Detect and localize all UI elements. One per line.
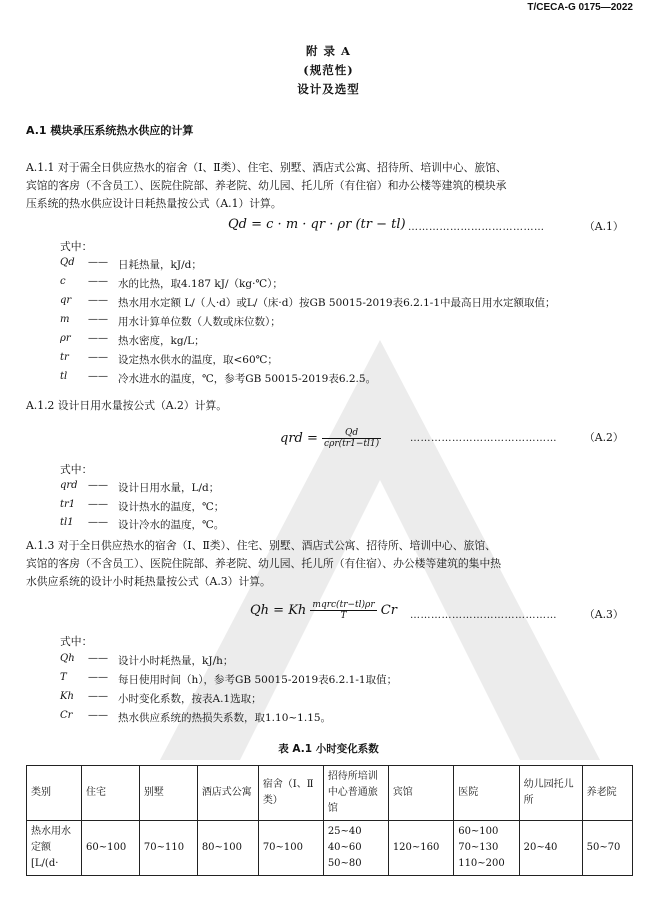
formula-a3	[250, 600, 397, 621]
def-symbol: qrd	[60, 480, 78, 491]
table-cell: 70~100	[258, 821, 323, 876]
section-heading: A.1 模块承压系统热水供应的计算	[26, 124, 194, 137]
def-text: 日耗热量，kJ/d；	[118, 259, 202, 271]
formula-a3-num: mqrc(tr−tl)ρr	[312, 600, 375, 610]
a111-line-3: 压系统的热水供应设计日耗热量按公式（A.1）计算。	[26, 197, 282, 210]
def-dash: ——	[88, 352, 108, 363]
def-dash: ——	[88, 672, 108, 683]
def-text: 小时变化系数，按表A.1选取；	[118, 693, 262, 705]
table-cell: 60~100 70~130 110~200	[454, 821, 519, 876]
def-text: 设计小时耗热量，kJ/h；	[118, 655, 234, 667]
appendix-normative: (规范性)	[303, 63, 354, 77]
def-symbol: Cr	[60, 710, 73, 721]
def-text: 水的比热，取4.187 kJ/（kg·℃）；	[118, 278, 283, 290]
def-symbol: tl	[60, 371, 68, 382]
def-dash: ——	[88, 257, 108, 268]
document-id: T/CECA-G 0175—2022	[527, 2, 633, 13]
table-row	[27, 821, 633, 876]
def-text: 设计冷水的温度，℃。	[118, 519, 225, 531]
def-text: 热水用水定额 L/（人·d）或L/（床·d）按GB 50015-2019表6.2.1-1中最高日用水定额取值；	[118, 297, 556, 309]
formula-a2-lhs: qrd =	[280, 431, 318, 446]
def-dash: ——	[88, 333, 108, 344]
formula-a2	[280, 428, 381, 449]
leader-dots: ……………………………………	[410, 610, 557, 621]
formula-a3-lhs: Qh = Kh	[250, 603, 307, 618]
a113-line-3: 水供应系统的设计小时耗热量按公式（A.3）计算。	[26, 575, 271, 588]
header-cell: 医院	[454, 766, 519, 821]
appendix-label: 附 录 A	[306, 44, 351, 58]
table-cell: 50~70	[582, 821, 632, 876]
def-symbol: T	[60, 672, 67, 683]
def-text: 设定热水供水的温度，取<60℃；	[118, 354, 278, 366]
a112-line: A.1.2 设计日用水量按公式（A.2）计算。	[26, 399, 228, 412]
formula-a1: Qd = c · m · qr · ρr (tr − tl)	[228, 217, 406, 232]
header-cell: 招待所培训中心普通旅馆	[323, 766, 388, 821]
header-cell: 宿舍（Ⅰ、Ⅱ类）	[258, 766, 323, 821]
a111-line-1: A.1.1 对于需全日供应热水的宿舍（Ⅰ、Ⅱ类）、住宅、别墅、酒店式公寓、招待所、培训中心、旅馆、	[26, 161, 507, 174]
def-symbol: Kh	[60, 691, 74, 702]
def-symbol: qr	[60, 295, 72, 306]
def-dash: ——	[88, 691, 108, 702]
header-cell: 住宅	[82, 766, 140, 821]
table-cell: 80~100	[197, 821, 258, 876]
def-dash: ——	[88, 517, 108, 528]
hourly-coefficient-table	[26, 765, 633, 876]
header-cell: 幼儿园托儿所	[519, 766, 582, 821]
def-symbol: Qd	[60, 257, 75, 268]
leader-dots: …………………………………	[408, 222, 545, 233]
where-label-2: 式中：	[60, 463, 93, 476]
def-symbol: Qh	[60, 653, 75, 664]
def-symbol: m	[60, 314, 70, 325]
def-text: 热水密度，kg/L；	[118, 335, 205, 347]
a113-line-2: 宾馆的客房（不含员工）、医院住院部、养老院、幼儿园、托儿所（有住宿）、办公楼等建筑的集中热	[26, 557, 502, 570]
table-cell: 20~40	[519, 821, 582, 876]
table-header-row	[27, 766, 633, 821]
def-symbol: tr	[60, 352, 69, 363]
where-label-3: 式中：	[60, 635, 93, 648]
header-cell: 养老院	[582, 766, 632, 821]
def-dash: ——	[88, 295, 108, 306]
table-caption: 表 A.1 小时变化系数	[278, 743, 379, 755]
def-symbol: tl1	[60, 517, 74, 528]
def-text: 用水计算单位数（人数或床位数）；	[118, 316, 281, 328]
def-text: 设计热水的温度，℃；	[118, 500, 225, 513]
a111-line-2: 宾馆的客房（不含员工）、医院住院部、养老院、幼儿园、托儿所（有住宿）和办公楼等建筑的模块承	[26, 179, 507, 192]
where-label-1: 式中：	[60, 240, 93, 253]
eq-no-a2: （A.2）	[584, 431, 624, 444]
header-cell: 酒店式公寓	[197, 766, 258, 821]
eq-no-a3: （A.3）	[584, 608, 624, 621]
def-dash: ——	[88, 371, 108, 382]
header-cell: 类别	[27, 766, 82, 821]
header-cell: 宾馆	[388, 766, 453, 821]
formula-a3-fraction	[310, 600, 376, 621]
table-cell: 120~160	[388, 821, 453, 876]
table-cell: 60~100	[82, 821, 140, 876]
formula-a3-den: T	[340, 611, 347, 621]
def-symbol: tr1	[60, 498, 76, 510]
header-cell: 别墅	[139, 766, 197, 821]
formula-a2-den: cρr(tr1−tl1)	[324, 439, 380, 449]
table-cell: 25~40 40~60 50~80	[323, 821, 388, 876]
def-symbol: c	[60, 276, 66, 287]
formula-a3-rhs: Cr	[380, 603, 397, 618]
def-dash: ——	[88, 498, 108, 510]
row-label: 热水用水定额[L/(d·	[27, 821, 82, 876]
def-text: 每日使用时间（h），参考GB 50015-2019表6.2.1-1取值；	[118, 674, 398, 686]
def-dash: ——	[88, 276, 108, 287]
formula-a2-num: Qd	[322, 428, 381, 439]
appendix-title: 设计及选型	[297, 82, 360, 96]
def-dash: ——	[88, 710, 108, 721]
def-text: 设计日用水量，L/d；	[118, 482, 220, 494]
table-cell: 70~110	[139, 821, 197, 876]
def-text: 冷水进水的温度，℃，参考GB 50015-2019表6.2.5。	[118, 373, 377, 385]
leader-dots: ……………………………………	[410, 433, 557, 444]
def-text: 热水供应系统的热损失系数，取1.10~1.15。	[118, 712, 332, 724]
def-symbol: ρr	[60, 333, 71, 344]
a113-line-1: A.1.3 对于全日供应热水的宿舍（Ⅰ、Ⅱ类）、住宅、别墅、酒店式公寓、招待所、培训中心、旅馆、	[26, 539, 496, 552]
formula-a2-fraction	[322, 428, 381, 449]
eq-no-a1: （A.1）	[584, 220, 624, 233]
def-dash: ——	[88, 653, 108, 664]
def-dash: ——	[88, 480, 108, 491]
def-dash: ——	[88, 314, 108, 325]
